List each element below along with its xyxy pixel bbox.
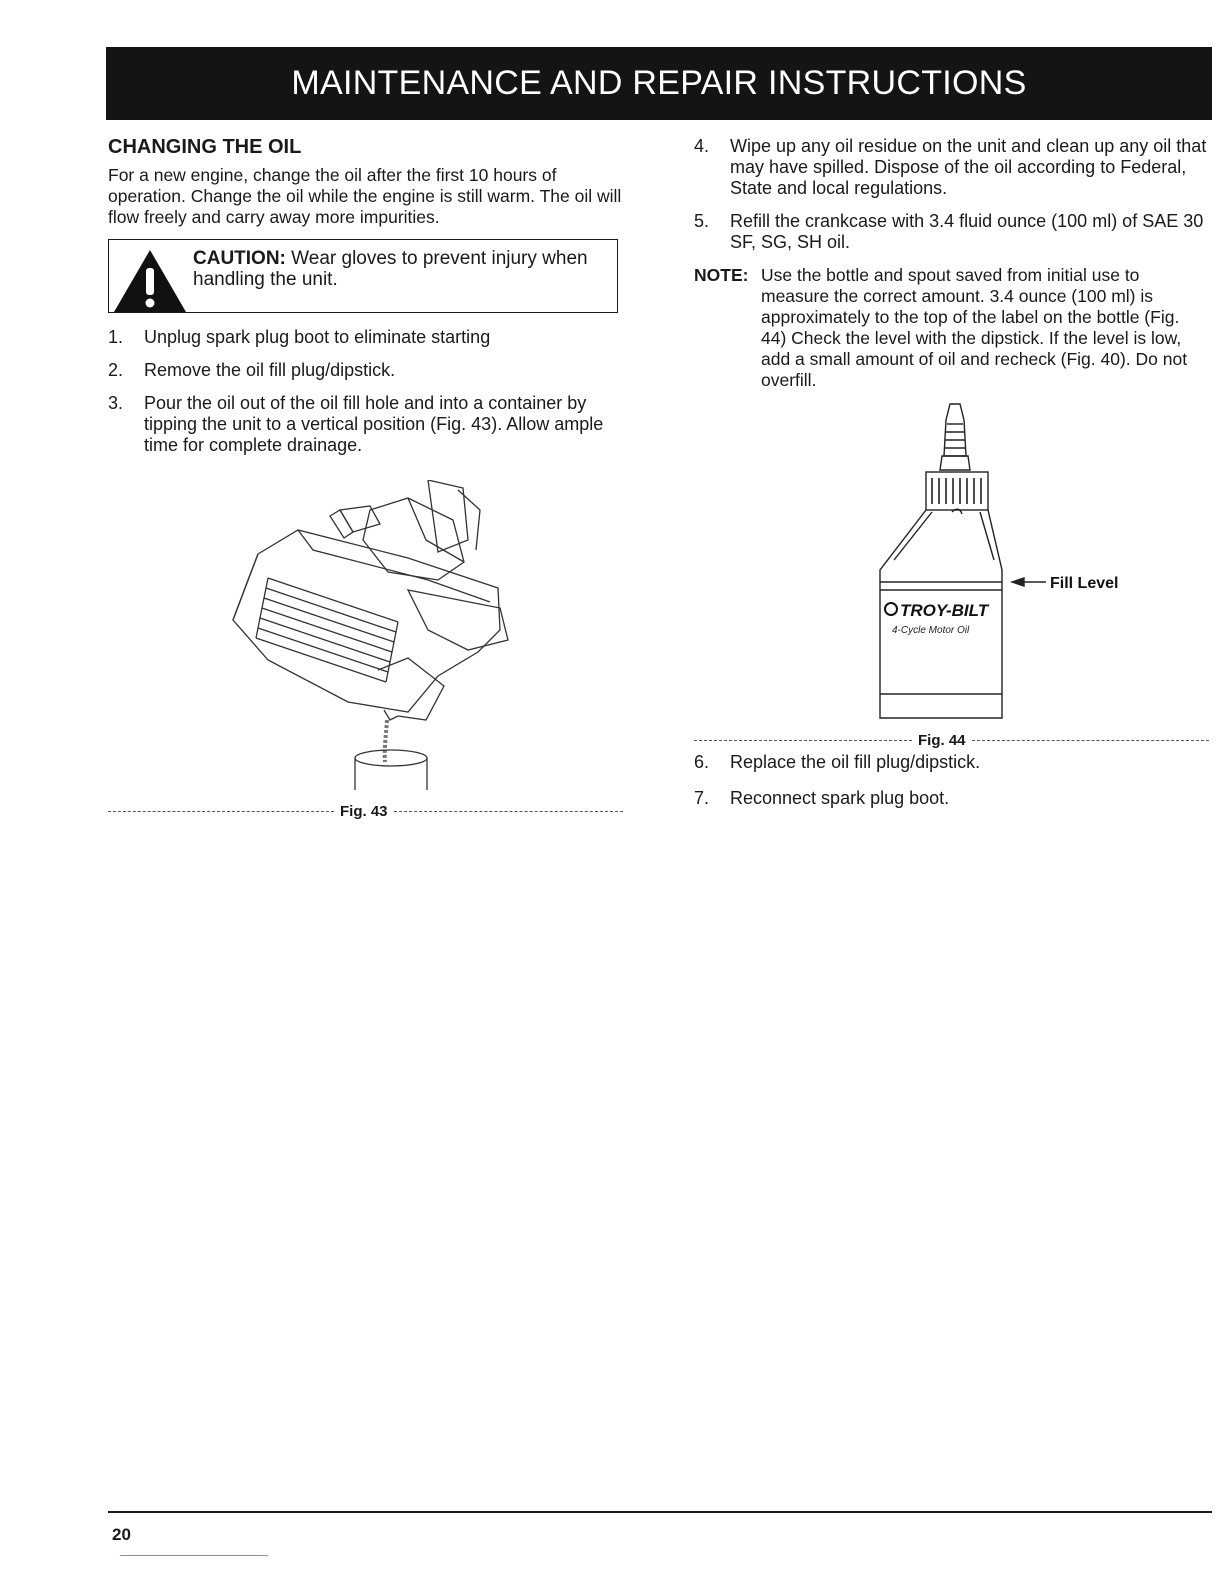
step-number: 2. <box>108 360 124 380</box>
step-text: Replace the oil fill plug/dipstick. <box>730 752 981 772</box>
step-number: 7. <box>694 788 710 808</box>
note-label: NOTE: <box>694 265 749 285</box>
step-number: 6. <box>694 752 710 772</box>
step-text: Refill the crankcase with 3.4 fluid ounce (100 ml) of SAE 30 SF, SG, SH oil. <box>730 211 1204 252</box>
steps-list-right <box>694 136 1209 253</box>
step-number: 4. <box>694 136 710 156</box>
banner-title: MAINTENANCE AND REPAIR INSTRUCTIONS <box>291 64 1027 102</box>
list-item <box>694 136 1209 199</box>
caution-label: CAUTION: <box>193 248 286 269</box>
step-number: 5. <box>694 211 710 231</box>
fill-level-label: Fill Level <box>1050 575 1119 592</box>
list-item <box>108 327 623 348</box>
step-text: Remove the oil fill plug/dipstick. <box>144 360 396 380</box>
list-item <box>694 752 1209 773</box>
note-block <box>694 265 1209 391</box>
caution-text <box>193 248 617 290</box>
warning-triangle-icon <box>112 248 188 314</box>
list-item <box>694 788 1209 809</box>
section-title: CHANGING THE OIL <box>108 136 302 158</box>
steps-list-after <box>694 752 1209 821</box>
figure-caption-row <box>108 803 623 820</box>
product-label-text: 4-Cycle Motor Oil <box>892 625 970 636</box>
caution-box <box>108 239 618 313</box>
steps-list-left <box>108 327 623 456</box>
caption-rule <box>394 811 623 812</box>
steps-after-list <box>694 752 1209 809</box>
note-text: Use the bottle and spout saved from initial use to measure the correct amount. 3.4 ounce (100 ml) is approximately to the top of the label on the bottle (Fig. 44) Check the level with the dipstick. If the level is low, add a small amount of oil and recheck (Fig. 40). Do not overfill. <box>761 265 1188 390</box>
engine-draining-illustration <box>108 480 623 790</box>
section-banner <box>106 47 1212 120</box>
list-item <box>694 211 1209 253</box>
right-column <box>694 136 1209 391</box>
step-text: Wipe up any oil residue on the unit and clean up any oil that may have spilled. Dispose of the oil according to Federal, State and local regulations. <box>730 136 1207 198</box>
caption-rule <box>972 740 1209 741</box>
step-text: Pour the oil out of the oil fill hole and into a container by tipping the unit to a vertical position (Fig. 43). Allow ample time for complete drainage. <box>144 393 604 455</box>
caution-message: Wear gloves to prevent injury when handling the unit. <box>193 248 588 290</box>
oil-bottle-illustration <box>694 400 1209 725</box>
step-text: Unplug spark plug boot to eliminate starting <box>144 327 491 347</box>
intro-paragraph: For a new engine, change the oil after the first 10 hours of operation. Change the oil while the engine is still warm. The oil will flow freely and carry away more impurities. <box>108 165 622 227</box>
figure-caption-row <box>694 732 1209 749</box>
footer-accent-line <box>120 1555 268 1556</box>
list-item <box>108 360 623 381</box>
step-text: Reconnect spark plug boot. <box>730 788 950 808</box>
figure-44 <box>694 400 1209 749</box>
brand-logo-text: TROY-BILT <box>900 601 989 620</box>
figure-43 <box>108 480 623 820</box>
step-number: 1. <box>108 327 124 347</box>
list-item <box>108 393 623 456</box>
caption-rule <box>108 811 334 812</box>
footer-divider <box>108 1511 1212 1513</box>
figure-caption: Fig. 43 <box>340 803 388 820</box>
figure-caption: Fig. 44 <box>918 732 966 749</box>
step-number: 3. <box>108 393 124 413</box>
caption-rule <box>694 740 912 741</box>
left-column <box>108 136 623 468</box>
page-number: 20 <box>112 1525 131 1544</box>
